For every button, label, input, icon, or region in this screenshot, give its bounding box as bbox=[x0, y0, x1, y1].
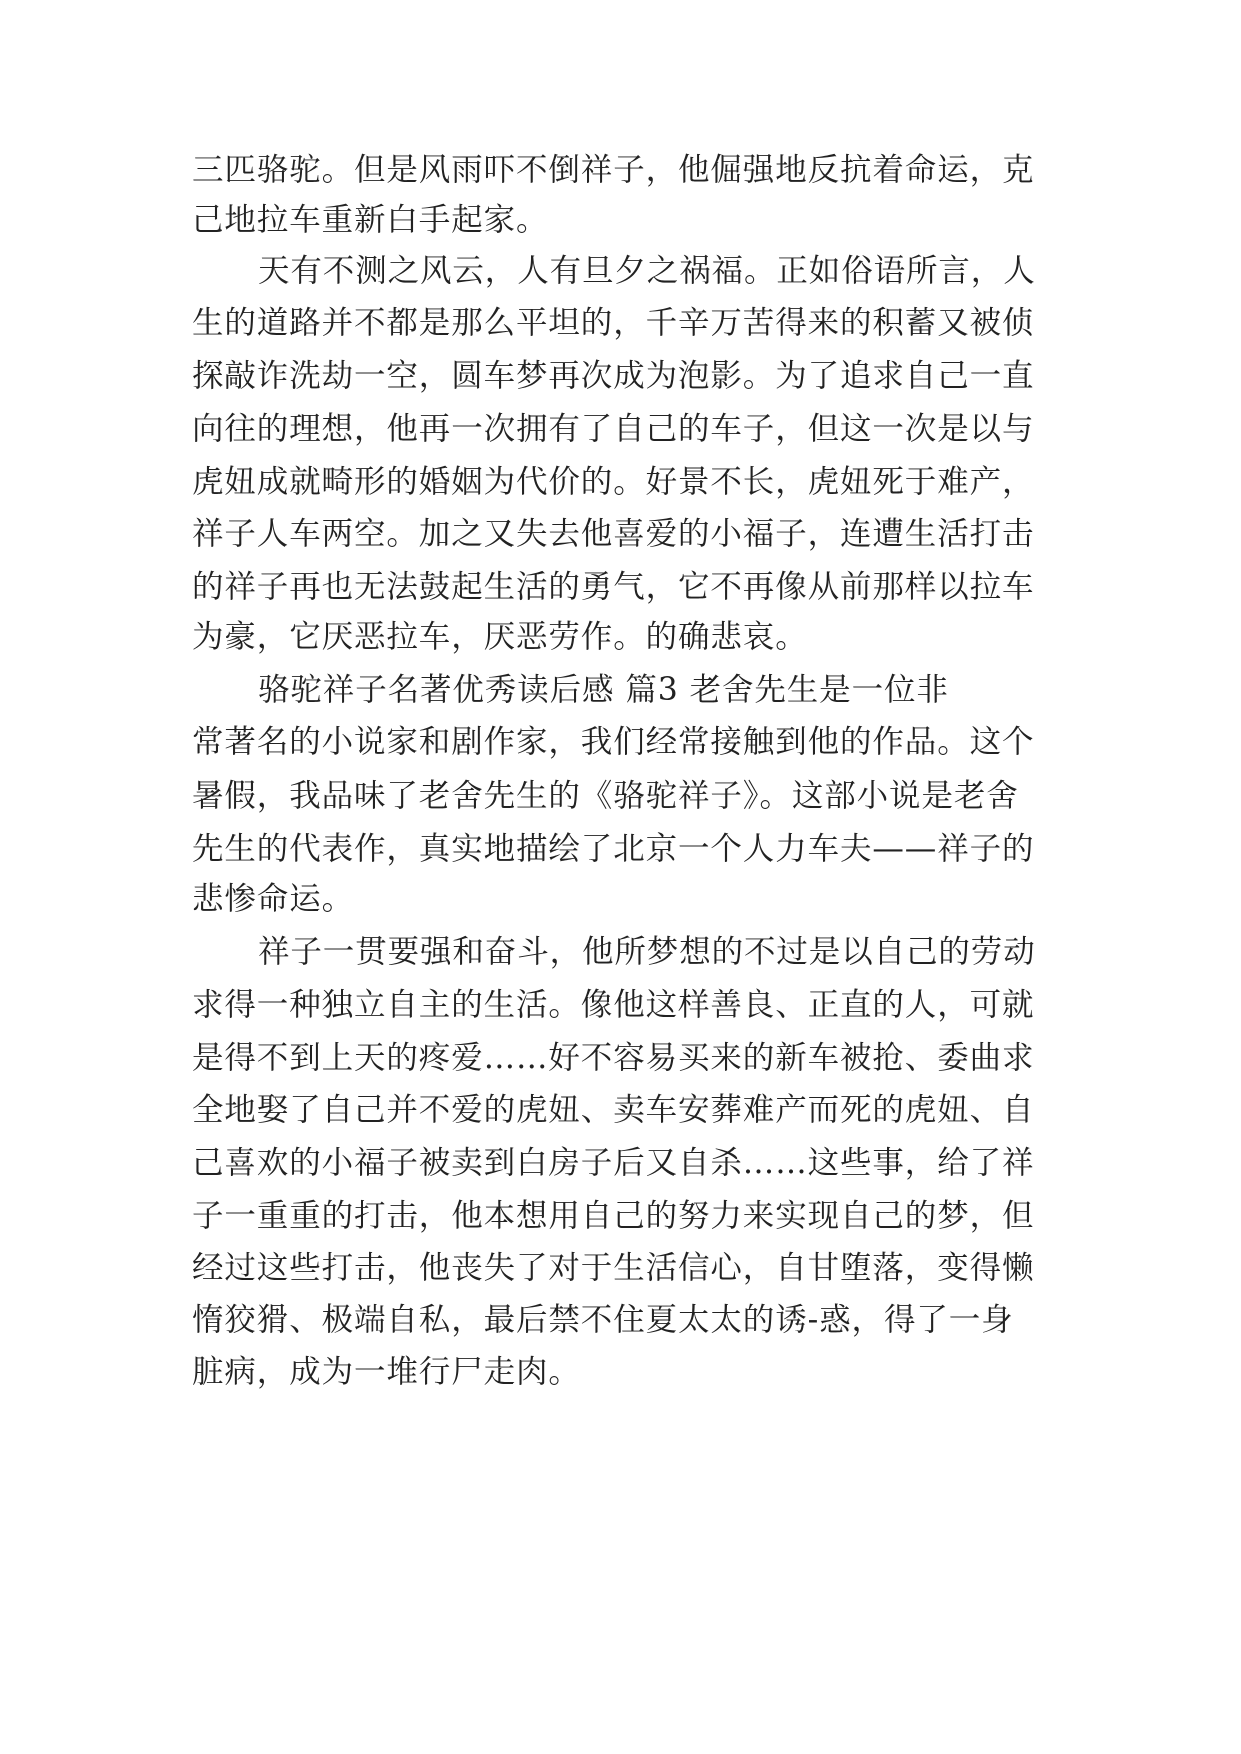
section-heading-line: 骆驼祥子名著优秀读后感 篇3 老舍先生是一位非 bbox=[258, 672, 949, 708]
text-line: 己喜欢的小福子被卖到白房子后又自杀……这些事，给了祥 bbox=[192, 1145, 1035, 1181]
paragraph-first-line: 祥子一贯要强和奋斗，他所梦想的不过是以自己的劳动 bbox=[258, 934, 1036, 970]
text-line: 求得一种独立自主的生活。像他这样善良、正直的人，可就 bbox=[192, 987, 1035, 1023]
text-line: 全地娶了自己并不爱的虎妞、卖车安葬难产而死的虎妞、自 bbox=[192, 1092, 1035, 1128]
text-line: 为豪，它厌恶拉车，厌恶劳作。的确悲哀。 bbox=[192, 619, 808, 655]
text-line: 暑假，我品味了老舍先生的《骆驼祥子》。这部小说是老舍 bbox=[192, 778, 1019, 814]
text-line: 悲惨命运。 bbox=[192, 881, 355, 917]
text-line: 虎妞成就畸形的婚姻为代价的。好景不长，虎妞死于难产， bbox=[192, 464, 1035, 500]
text-line: 子一重重的打击，他本想用自己的努力来实现自己的梦，但 bbox=[192, 1198, 1035, 1234]
text-line: 常著名的小说家和剧作家，我们经常接触到他的作品。这个 bbox=[192, 724, 1035, 760]
paragraph-first-line: 天有不测之风云，人有旦夕之祸福。正如俗语所言，人 bbox=[258, 253, 1036, 289]
text-line: 先生的代表作，真实地描绘了北京一个人力车夫——祥子的 bbox=[192, 831, 1035, 867]
text-line: 的祥子再也无法鼓起生活的勇气，它不再像从前那样以拉车 bbox=[192, 569, 1035, 605]
text-line: 惰狡猾、极端自私，最后禁不住夏太太的诱-惑，得了一身 bbox=[192, 1302, 1014, 1338]
text-line: 经过这些打击，他丧失了对于生活信心，自甘堕落，变得懒 bbox=[192, 1250, 1035, 1286]
text-line: 生的道路并不都是那么平坦的，千辛万苦得来的积蓄又被侦 bbox=[192, 305, 1035, 341]
text-line: 三匹骆驼。但是风雨吓不倒祥子，他倔强地反抗着命运，克 bbox=[192, 152, 1035, 188]
text-line: 向往的理想，他再一次拥有了自己的车子，但这一次是以与 bbox=[192, 411, 1035, 447]
text-line: 脏病，成为一堆行尸走肉。 bbox=[192, 1354, 581, 1390]
text-line: 祥子人车两空。加之又失去他喜爱的小福子，连遭生活打击 bbox=[192, 516, 1035, 552]
text-line: 探敲诈洗劫一空，圆车梦再次成为泡影。为了追求自己一直 bbox=[192, 358, 1035, 394]
text-line: 是得不到上天的疼爱……好不容易买来的新车被抢、委曲求 bbox=[192, 1040, 1035, 1076]
text-line: 己地拉车重新白手起家。 bbox=[192, 202, 549, 238]
